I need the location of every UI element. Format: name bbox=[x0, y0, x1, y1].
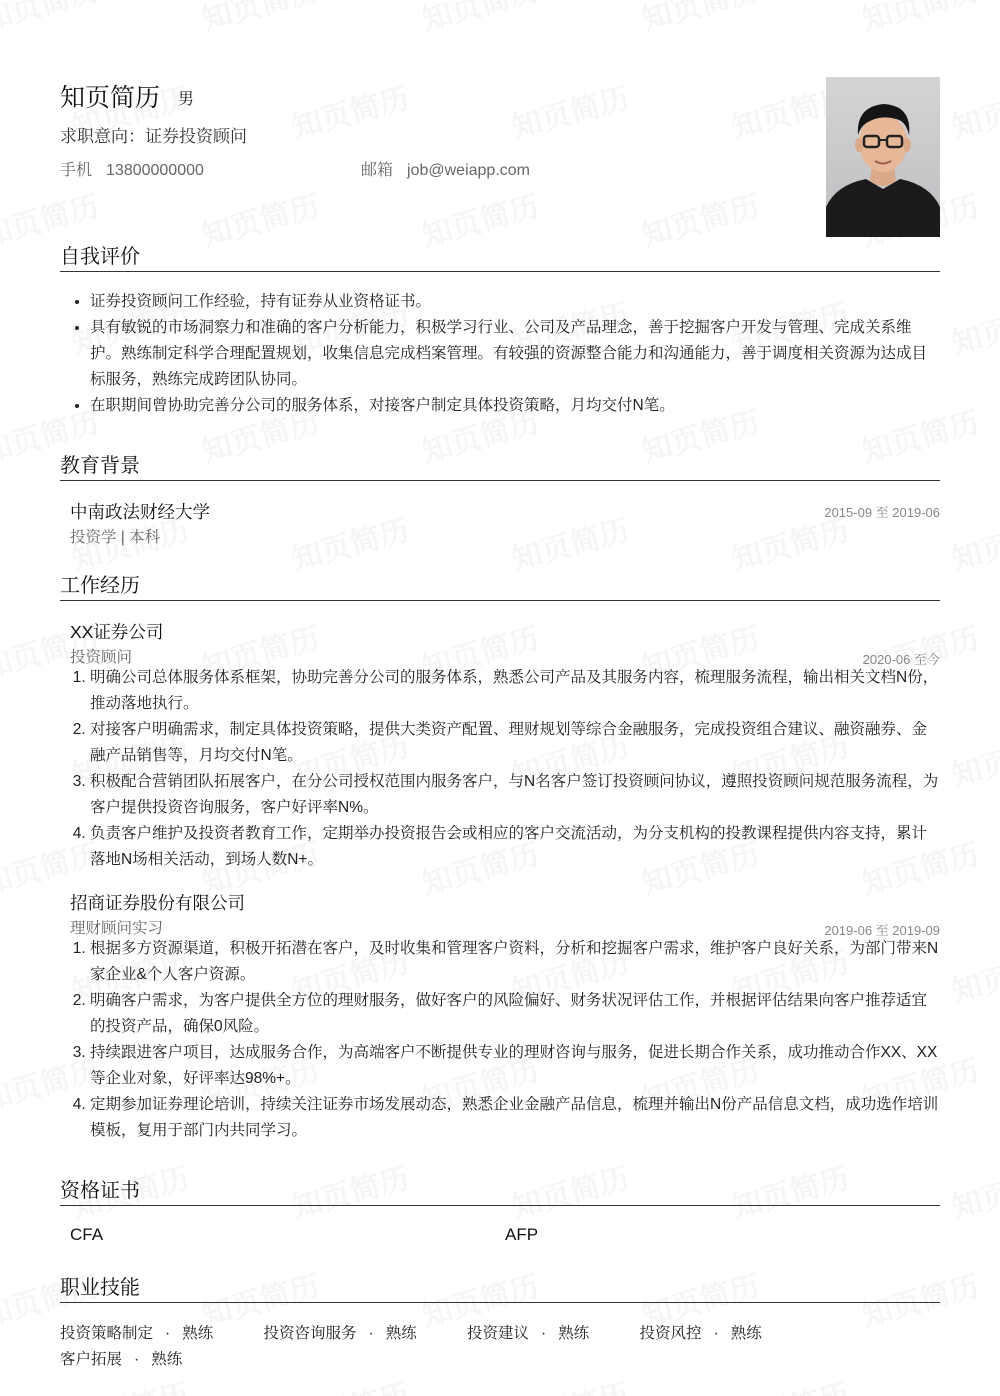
email-value: job@weiapp.com bbox=[407, 162, 530, 179]
skill-item bbox=[640, 1321, 762, 1347]
skill-item bbox=[467, 1321, 589, 1347]
watermark-text bbox=[946, 289, 1000, 363]
skill-item bbox=[60, 1321, 213, 1347]
duty-item: 2. 对接客户明确需求，制定具体投资策略，提供大类资产配置、理财规划等综合金融服务，完成投资组合建议、融资融券、金融产品销售等，月均交付N笔。 bbox=[90, 717, 940, 769]
watermark-text bbox=[196, 0, 323, 39]
duty-item: 4. 负责客户维护及投资者教育工作，定期举办投资报告会或相应的客户交流活动，为分支机构的投教课程提供内容支持，累计落地N场相关活动，到场人数N+。 bbox=[90, 821, 940, 873]
watermark-text bbox=[946, 505, 1000, 579]
duty-item: 1. 明确公司总体服务体系框架，协助完善分公司的服务体系，熟悉公司产品及其服务内容，梳理服务流程，输出相关文档N份，推动落地执行。 bbox=[90, 665, 940, 717]
phone-label: 手机 bbox=[60, 162, 93, 179]
candidate-name: 知页简历 bbox=[60, 84, 161, 112]
section-divider bbox=[60, 271, 940, 272]
phone-value: 13800000000 bbox=[106, 162, 204, 179]
skill-separator: · bbox=[165, 1325, 171, 1342]
watermark-text bbox=[286, 1369, 413, 1396]
skill-separator: · bbox=[541, 1325, 547, 1342]
section-divider bbox=[60, 1302, 940, 1303]
section-title-self-eval: 自我评价 bbox=[60, 246, 140, 268]
education-date: 2015-09 至 2019-06 bbox=[824, 505, 940, 520]
skill-separator: · bbox=[134, 1351, 140, 1368]
watermark-text bbox=[946, 1153, 1000, 1227]
watermark-text bbox=[286, 505, 413, 579]
skill-level: 熟练 bbox=[151, 1351, 183, 1368]
major-degree: 投资学 | 本科 bbox=[70, 529, 161, 546]
section-divider bbox=[60, 600, 940, 601]
watermark-text bbox=[506, 1369, 633, 1396]
skill-item bbox=[60, 1347, 182, 1373]
section-title-certs: 资格证书 bbox=[60, 1180, 140, 1202]
job-duties-list bbox=[60, 936, 940, 1144]
skill-name: 投资咨询服务 bbox=[263, 1325, 357, 1342]
skill-name: 投资策略制定 bbox=[60, 1325, 154, 1342]
skill-name: 客户拓展 bbox=[60, 1351, 123, 1368]
self-eval-item: • 具有敏锐的市场洞察力和准确的客户分析能力，积极学习行业、公司及产品理念，善于挖掘客户开发与管理、完成关系维护。熟练制定科学合理配置规划，收集信息完成档案管理。有较强的资源整合能力和沟通能力，善于调度相关资源为达成目标服务，熟练完成跨团队协同。 bbox=[90, 315, 940, 393]
watermark-text bbox=[636, 181, 763, 255]
profile-photo bbox=[826, 77, 940, 237]
section-title-work: 工作经历 bbox=[60, 575, 140, 597]
section-divider bbox=[60, 480, 940, 481]
section-title-education: 教育背景 bbox=[60, 455, 140, 477]
company-name: 招商证券股份有限公司 bbox=[70, 893, 245, 913]
watermark-text bbox=[286, 1153, 413, 1227]
watermark-text bbox=[506, 505, 633, 579]
cert-item: AFP bbox=[505, 1225, 539, 1244]
skill-level: 熟练 bbox=[182, 1325, 214, 1342]
phone-contact bbox=[60, 157, 204, 180]
watermark-text bbox=[946, 73, 1000, 147]
watermark-text bbox=[726, 1153, 853, 1227]
duty-item: 2. 明确客户需求，为客户提供全方位的理财服务，做好客户的风险偏好、财务状况评估工作，并根据评估结果向客户推荐适宜的投资产品，确保0风险。 bbox=[90, 988, 940, 1040]
cert-item: CFA bbox=[70, 1225, 104, 1244]
skill-name: 投资风控 bbox=[639, 1325, 702, 1342]
skill-level: 熟练 bbox=[730, 1325, 762, 1342]
duty-item: 1. 根据多方资源渠道，积极开拓潜在客户，及时收集和管理客户资料，分析和挖掘客户需求，维护客户良好关系，为部门带来N家企业&个人客户资源。 bbox=[90, 936, 940, 988]
email-contact bbox=[361, 157, 530, 180]
duty-item: 4. 定期参加证券理论培训，持续关注证券市场发展动态，熟悉企业金融产品信息，梳理并输出N份产品信息文档，成功选作培训模板，复用于部门内共同学习。 bbox=[90, 1092, 940, 1144]
job-intent: 求职意向：证券投资顾问 bbox=[60, 127, 247, 146]
job-date: 2020-06 至今 bbox=[862, 652, 940, 667]
watermark-text bbox=[636, 0, 763, 39]
skill-separator: · bbox=[368, 1325, 374, 1342]
watermark-text bbox=[66, 1369, 193, 1396]
duty-item: 3. 积极配合营销团队拓展客户，在分公司授权范围内服务客户，与N名客户签订投资顾问协议，遵照投资顾问规范服务流程，为客户提供投资咨询服务，客户好评率N%。 bbox=[90, 769, 940, 821]
job-date: 2019-06 至 2019-09 bbox=[824, 923, 940, 938]
job-role: 投资顾问 bbox=[70, 649, 133, 666]
skill-name: 投资建议 bbox=[467, 1325, 530, 1342]
skill-separator: · bbox=[713, 1325, 719, 1342]
watermark-text bbox=[286, 73, 413, 147]
skill-level: 熟练 bbox=[558, 1325, 590, 1342]
skill-level: 熟练 bbox=[385, 1325, 417, 1342]
watermark-text bbox=[196, 181, 323, 255]
watermark-text bbox=[506, 73, 633, 147]
candidate-gender: 男 bbox=[178, 91, 195, 108]
self-eval-item: • 证券投资顾问工作经验，持有证券从业资格证书。 bbox=[90, 289, 940, 315]
skills-list bbox=[60, 1321, 940, 1373]
section-divider bbox=[60, 1205, 940, 1206]
self-eval-list bbox=[60, 289, 940, 419]
watermark-text bbox=[946, 721, 1000, 795]
job-duties-list bbox=[60, 665, 940, 873]
watermark-text bbox=[856, 0, 983, 39]
watermark-text bbox=[416, 0, 543, 39]
company-name: XX证券公司 bbox=[70, 622, 164, 642]
watermark-text bbox=[946, 937, 1000, 1011]
watermark-text bbox=[946, 1369, 1000, 1396]
watermark-text bbox=[506, 1153, 633, 1227]
section-title-skills: 职业技能 bbox=[60, 1277, 140, 1299]
watermark-text bbox=[416, 181, 543, 255]
watermark-text bbox=[0, 0, 104, 39]
skill-item bbox=[264, 1321, 417, 1347]
watermark-text bbox=[726, 1369, 853, 1396]
school-name: 中南政法财经大学 bbox=[70, 502, 210, 522]
self-eval-item: • 在职期间曾协助完善分公司的服务体系，对接客户制定具体投资策略，月均交付N笔。 bbox=[90, 393, 940, 419]
duty-item: 3. 持续跟进客户项目，达成服务合作，为高端客户不断提供专业的理财咨询与服务，促进长期合作关系，成功推动合作XX、XX等企业对象，好评率达98%+。 bbox=[90, 1040, 940, 1092]
job-role: 理财顾问实习 bbox=[70, 920, 164, 937]
email-label: 邮箱 bbox=[361, 162, 394, 179]
